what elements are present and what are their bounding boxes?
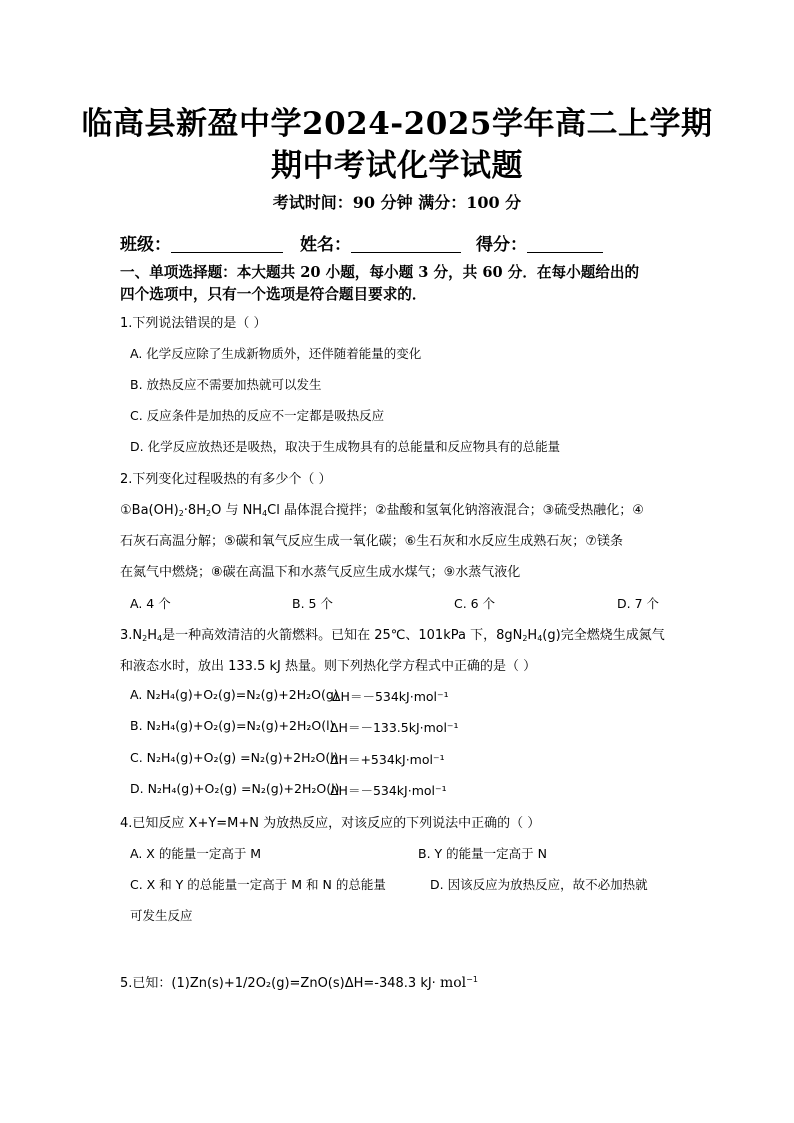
q3-text: 是一种高效清洁的火箭燃料。已知在 25℃、101kPa 下，8gN — [162, 628, 523, 643]
q5-stem — [120, 972, 682, 991]
q2-text: O 与 NH — [211, 503, 263, 518]
q5-text: 5.已知：(1)Zn(s)+1/2O₂(g)=ZnO(s)ΔH=-348.3 kJ· — [120, 976, 436, 991]
q3-option-c[interactable]: C. N₂H₄(g)+O₂(g) =N₂(g)+2H₂O(l) — [130, 750, 339, 765]
score-label: 得分： — [476, 235, 527, 255]
q5-unit-exponent: −1 — [466, 975, 478, 984]
class-blank[interactable] — [171, 236, 283, 253]
q2-option-c[interactable]: C. 6 个 — [454, 596, 496, 611]
q3-option-d-enthalpy: ΔH＝－534kJ·mol⁻¹ — [330, 783, 447, 798]
name-blank[interactable] — [351, 236, 461, 253]
q2-subscript: 2 — [205, 509, 212, 518]
class-field — [120, 230, 283, 255]
section1-heading — [120, 262, 680, 306]
q2-option-d[interactable]: D. 7 个 — [617, 596, 659, 611]
q2-items-line1 — [120, 499, 682, 518]
score-blank[interactable] — [527, 236, 603, 253]
name-field — [300, 230, 461, 255]
q3-subscript: 2 — [522, 634, 528, 643]
q2-option-a[interactable]: A. 4 个 — [130, 596, 171, 611]
q2-text: ①Ba(OH) — [120, 503, 179, 518]
name-label: 姓名： — [300, 235, 351, 255]
q3-option-b[interactable]: B. N₂H₄(g)+O₂(g)=N₂(g)+2H₂O(l) — [130, 718, 335, 733]
q4-stem: 4.已知反应 X+Y=M+N 为放热反应，对该反应的下列说法中正确的（ ） — [120, 816, 541, 831]
q3-option-b-enthalpy: ΔH＝－133.5kJ·mol⁻¹ — [330, 720, 459, 735]
q5-unit: mol — [439, 975, 467, 991]
exam-info: 考试时间：90 分钟 满分：100 分 — [272, 193, 522, 212]
q1-option-c[interactable]: C. 反应条件是加热的反应不一定都是吸热反应 — [130, 408, 385, 423]
q2-text: ·8H — [183, 503, 206, 518]
q1-option-b[interactable]: B. 放热反应不需要加热就可以发生 — [130, 377, 322, 392]
q3-text: 3.N — [120, 628, 143, 643]
exam-title-line1: 临高县新盈中学2024-2025学年高二上学期 — [81, 106, 713, 142]
q3-option-a[interactable]: A. N₂H₄(g)+O₂(g)=N₂(g)+2H₂O(g) — [130, 687, 339, 702]
q4-option-d-continued: 可发生反应 — [130, 908, 193, 923]
q3-subscript: 2 — [142, 634, 148, 643]
q1-option-a[interactable]: A. 化学反应除了生成新物质外，还伴随着能量的变化 — [130, 346, 422, 361]
q3-text: H — [527, 628, 538, 643]
q2-text: Cl 晶体混合搅拌；②盐酸和氢氧化钠溶液混合；③硫受热融化；④ — [267, 503, 644, 518]
section1-heading-line1: 一、单项选择题：本大题共 20 小题，每小题 3 分，共 60 分．在每小题给出的 — [120, 264, 640, 281]
q3-stem-line2: 和液态水时，放出 133.5 kJ 热量。则下列热化学方程式中正确的是（ ） — [120, 659, 537, 674]
q3-text: H — [147, 628, 158, 643]
q2-subscript: 4 — [262, 509, 268, 518]
q1-stem: 1.下列说法错误的是（ ） — [120, 316, 267, 331]
q1-option-d[interactable]: D. 化学反应放热还是吸热，取决于生成物具有的总能量和反应物具有的总能量 — [130, 439, 561, 454]
exam-title-line2: 期中考试化学试题 — [271, 148, 523, 184]
q2-items-line3: 在氮气中燃烧；⑧碳在高温下和水蒸气反应生成水煤气；⑨水蒸气液化 — [120, 565, 521, 580]
q3-stem-line1 — [120, 624, 682, 643]
q2-stem: 2.下列变化过程吸热的有多少个（ ） — [120, 472, 332, 487]
q4-option-d[interactable]: D. 因该反应为放热反应，故不必加热就 — [430, 877, 648, 892]
q3-option-d[interactable]: D. N₂H₄(g)+O₂(g) =N₂(g)+2H₂O(l) — [130, 781, 340, 796]
q3-option-a-enthalpy: ΔH＝－534kJ·mol⁻¹ — [332, 689, 449, 704]
q4-option-c[interactable]: C. X 和 Y 的总能量一定高于 M 和 N 的总能量 — [130, 877, 386, 892]
q3-subscript: 4 — [537, 634, 543, 643]
q2-items-line2: 石灰石高温分解；⑤碳和氧气反应生成一氧化碳；⑥生石灰和水反应生成熟石灰；⑦镁条 — [120, 534, 623, 549]
q4-option-b[interactable]: B. Y 的能量一定高于 N — [418, 846, 547, 861]
q2-subscript: 2 — [178, 509, 184, 518]
class-label: 班级： — [120, 235, 171, 255]
q3-subscript: 4 — [157, 634, 163, 643]
q2-option-b[interactable]: B. 5 个 — [292, 596, 333, 611]
q4-option-a[interactable]: A. X 的能量一定高于 M — [130, 846, 262, 861]
score-field — [476, 230, 603, 255]
section1-heading-line2: 四个选项中，只有一个选项是符合题目要求的． — [120, 286, 427, 303]
q3-option-c-enthalpy: ΔH＝+534kJ·mol⁻¹ — [330, 752, 445, 767]
q3-text: (g)完全燃烧生成氮气 — [542, 628, 665, 643]
